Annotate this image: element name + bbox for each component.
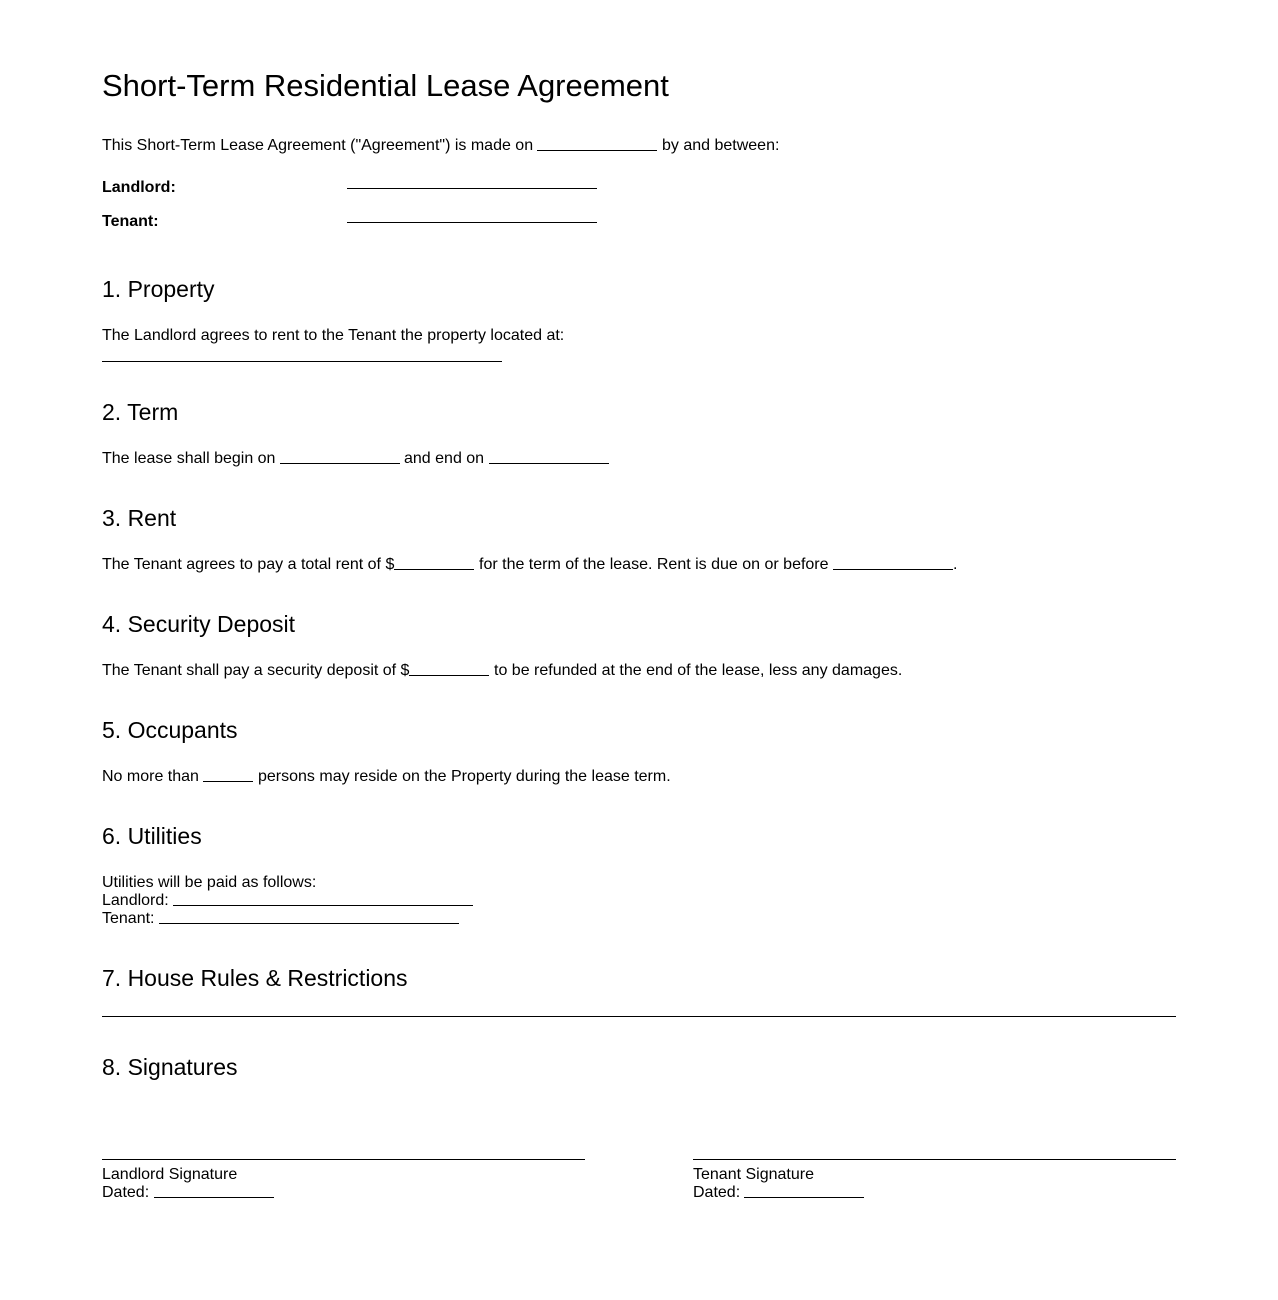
section-heading-term: 2. Term — [102, 399, 179, 425]
intro-text-before: This Short-Term Lease Agreement ("Agreement") is made on — [102, 137, 534, 154]
rent-text-before: The Tenant agrees to pay a total rent of $ — [102, 556, 395, 573]
term-text-before: The lease shall begin on — [102, 450, 276, 467]
section-heading-utilities: 6. Utilities — [102, 823, 202, 849]
tenant-signature-line[interactable] — [693, 1159, 1176, 1160]
landlord-signature-line[interactable] — [102, 1159, 585, 1160]
rent-text-middle: for the term of the lease. Rent is due on or before — [479, 556, 829, 573]
utilities-landlord-label: Landlord: — [102, 892, 169, 909]
term-text-middle: and end on — [404, 450, 485, 467]
agreement-date-blank[interactable] — [537, 150, 657, 151]
landlord-dated-blank[interactable] — [154, 1197, 274, 1198]
section-heading-rent: 3. Rent — [102, 505, 177, 531]
tenant-dated-label: Dated: — [693, 1184, 741, 1201]
tenant-name-blank[interactable] — [347, 222, 597, 223]
lease-end-date-blank[interactable] — [489, 463, 609, 464]
rent-text-after: . — [953, 556, 958, 573]
intro-text-after: by and between: — [662, 137, 780, 154]
utilities-intro: Utilities will be paid as follows: — [102, 874, 317, 891]
house-rules-blank[interactable] — [102, 1016, 1176, 1017]
landlord-dated-label: Dated: — [102, 1184, 150, 1201]
occupants-count-blank[interactable] — [203, 781, 253, 782]
utilities-tenant-label: Tenant: — [102, 910, 155, 927]
utilities-landlord-blank[interactable] — [173, 905, 473, 906]
deposit-amount-blank[interactable] — [409, 675, 489, 676]
tenant-dated-blank[interactable] — [744, 1197, 864, 1198]
occupants-text-after: persons may reside on the Property during the lease term. — [258, 768, 671, 785]
lease-start-date-blank[interactable] — [280, 463, 400, 464]
section-heading-property: 1. Property — [102, 276, 215, 302]
rent-amount-blank[interactable] — [394, 569, 474, 570]
section-heading-house-rules: 7. House Rules & Restrictions — [102, 965, 408, 991]
section-heading-signatures: 8. Signatures — [102, 1054, 238, 1080]
deposit-text-after: to be refunded at the end of the lease, less any damages. — [494, 662, 903, 679]
occupants-text-before: No more than — [102, 768, 199, 785]
tenant-label: Tenant: — [102, 213, 159, 230]
document-title: Short-Term Residential Lease Agreement — [102, 68, 669, 103]
section-heading-occupants: 5. Occupants — [102, 717, 238, 743]
utilities-tenant-blank[interactable] — [159, 923, 459, 924]
property-address-blank[interactable] — [102, 361, 502, 362]
landlord-name-blank[interactable] — [347, 188, 597, 189]
landlord-label: Landlord: — [102, 179, 176, 196]
tenant-signature-label: Tenant Signature — [693, 1166, 814, 1183]
property-text: The Landlord agrees to rent to the Tenant the property located at: — [102, 327, 565, 344]
section-heading-deposit: 4. Security Deposit — [102, 611, 296, 637]
deposit-text-before: The Tenant shall pay a security deposit of $ — [102, 662, 410, 679]
landlord-signature-label: Landlord Signature — [102, 1166, 238, 1183]
rent-due-date-blank[interactable] — [833, 569, 953, 570]
